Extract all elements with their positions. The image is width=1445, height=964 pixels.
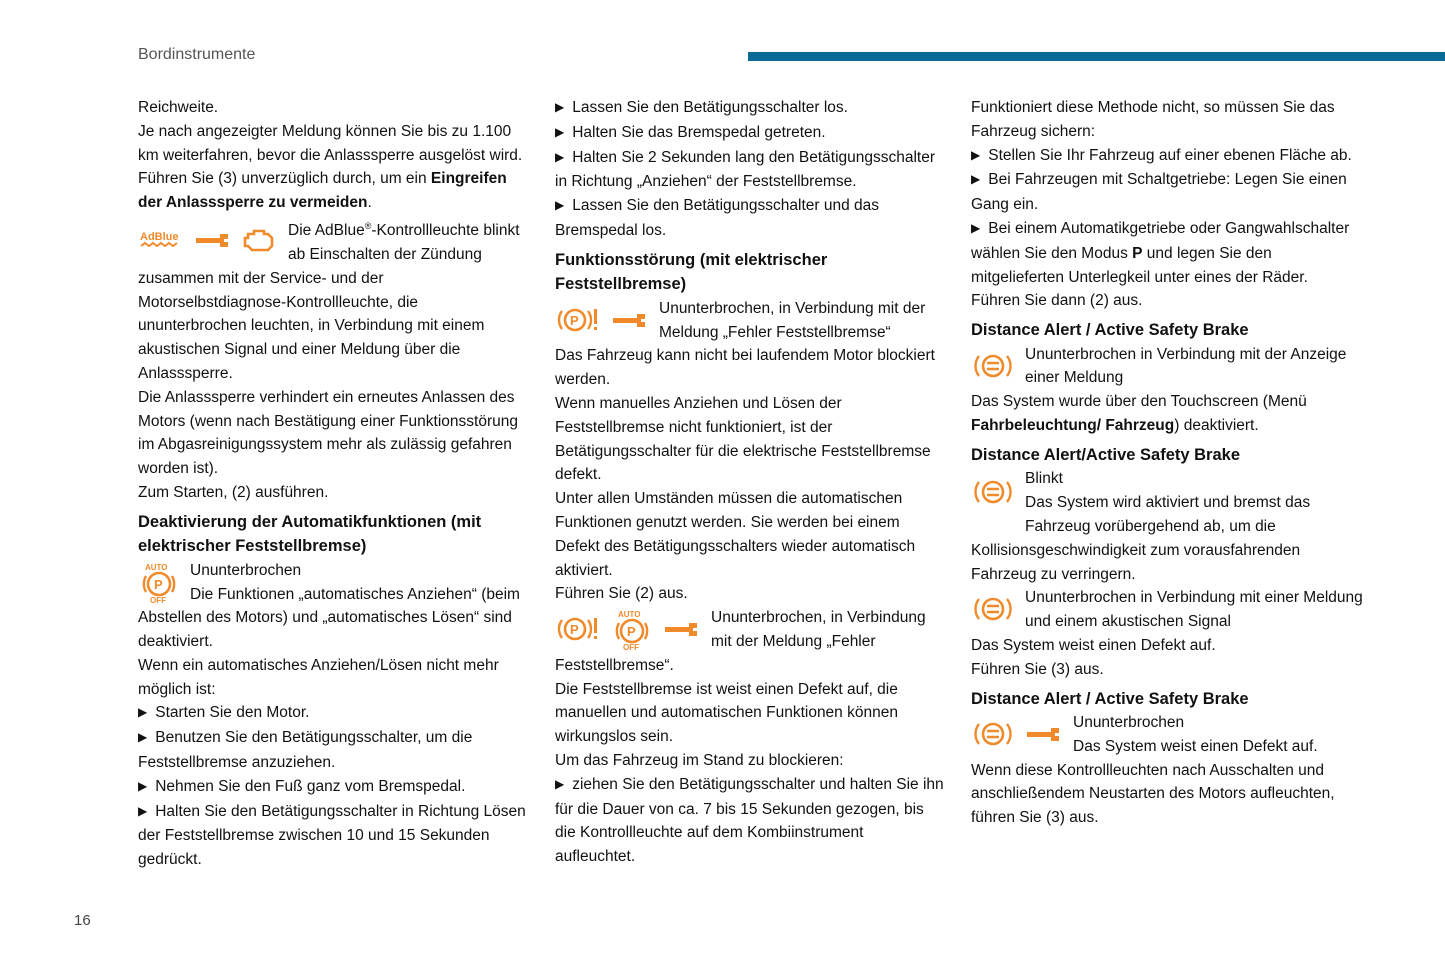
icon-group bbox=[555, 299, 649, 341]
adblue-warning-block bbox=[138, 215, 530, 386]
page-header-title: Bordinstrumente bbox=[138, 46, 256, 63]
paragraph: Wenn manuelles Anziehen und Lösen der Feststellbremse nicht funktioniert, ist der Betätigungsschalter für die elektrische Feststellbremse defekt. bbox=[555, 394, 931, 484]
bullet-item: ▶ Lassen Sie den Betätigungsschalter und das Bremspedal los. bbox=[555, 194, 947, 243]
paragraph: Reichweite. bbox=[138, 99, 219, 116]
text-run: Bei einem Automatikgetriebe oder Gangwahlschalter wählen Sie den Modus bbox=[971, 219, 1350, 262]
engine-check-icon bbox=[242, 226, 278, 254]
text-run: . bbox=[367, 194, 372, 212]
safety-brake-block-4 bbox=[971, 711, 1363, 759]
bold-text: P bbox=[1132, 244, 1143, 262]
active-safety-brake-icon bbox=[971, 592, 1015, 626]
wrench-service-icon bbox=[1025, 724, 1063, 744]
bullet-item: ▶ Nehmen Sie den Fuß ganz vom Bremspedal. bbox=[138, 775, 530, 800]
paragraph: Wenn ein automatisches Anziehen/Lösen nicht mehr möglich ist: bbox=[138, 656, 499, 698]
section-heading: Distance Alert / Active Safety Brake bbox=[971, 321, 1249, 340]
column-right bbox=[971, 96, 1363, 830]
status-description: Ununterbrochen in Verbindung mit der Anzeige einer Meldung bbox=[1025, 345, 1347, 387]
paragraph: Das System weist einen Defekt auf. bbox=[971, 636, 1216, 654]
paragraph: Funktioniert diese Methode nicht, so müssen Sie das Fahrzeug sichern: bbox=[971, 99, 1335, 140]
section-heading: Distance Alert / Active Safety Brake bbox=[971, 689, 1249, 708]
auto-label: AUTO bbox=[618, 610, 641, 620]
bullet-item bbox=[971, 217, 1363, 289]
icon-group bbox=[138, 561, 180, 603]
paragraph: Das Fahrzeug kann nicht bei laufendem Motor blockiert werden. bbox=[555, 347, 935, 389]
section-heading: Deaktivierung der Automatikfunktionen (mit elektrischer Feststellbremse) bbox=[138, 512, 482, 556]
header-accent-bar bbox=[748, 52, 1445, 61]
active-safety-brake-icon bbox=[971, 717, 1015, 751]
paragraph: Führen Sie (2) aus. bbox=[555, 585, 688, 603]
fault-description: Ununterbrochen, in Verbindung mit der Meldung „Fehler Feststellbremse“. bbox=[555, 609, 926, 674]
paragraph: Die Anlasssperre verhindert ein erneutes Anlassen des Motors (wenn nach Bestätigung einer Funktionsstörung im Abgasreinigungssystem mehr als zulässig gefahren worden ist). bbox=[138, 388, 518, 478]
off-label: OFF bbox=[623, 643, 639, 651]
active-safety-brake-icon bbox=[971, 349, 1015, 383]
text-run: Führen Sie (3) unverzüglich durch, um ein bbox=[138, 170, 431, 188]
section-heading: Funktionsstörung (mit elektrischer Feststellbremse) bbox=[555, 250, 828, 294]
safety-brake-block-1 bbox=[971, 343, 1363, 391]
status-description: Ununterbrochen in Verbindung mit einer Meldung und einem akustischen Signal bbox=[1025, 589, 1363, 631]
paragraph: Unter allen Umständen müssen die automatischen Funktionen genutzt werden. Sie werden bei einem Defekt des Betätigungsschalters wieder automatisch aktiviert. bbox=[555, 490, 916, 579]
bullet-item: ▶ ziehen Sie den Betätigungsschalter und halten Sie ihn für die Dauer von ca. 7 bis 15 Sekunden gezogen, bis die Kontrollleuchte auf dem Kombiinstrument aufleuchtet. bbox=[555, 773, 947, 869]
paragraph: Um das Fahrzeug im Stand zu blockieren: bbox=[555, 751, 844, 769]
parking-brake-fault-block bbox=[555, 297, 947, 345]
bullet-item: ▶ Lassen Sie den Betätigungsschalter los. bbox=[555, 96, 947, 121]
auto-off-description: Die Funktionen „automatisches Anziehen“ (beim Abstellen des Motors) und „automatisches Lösen“ sind deaktiviert. bbox=[138, 585, 520, 651]
icon-group bbox=[971, 469, 1015, 515]
paragraph bbox=[971, 390, 1363, 438]
text-run: und legen Sie den mitgelieferten Unterlegkeil unter eines der Räder. bbox=[971, 244, 1308, 286]
text-run: Die AdBlue bbox=[288, 222, 365, 240]
column-left bbox=[138, 96, 530, 872]
bullet-item: ▶ Benutzen Sie den Betätigungsschalter, um die Feststellbremse anzuziehen. bbox=[138, 726, 530, 775]
wrench-service-icon bbox=[194, 230, 232, 250]
safety-brake-block-3 bbox=[971, 586, 1363, 634]
wrench-service-icon bbox=[611, 310, 649, 330]
wrench-service-icon bbox=[663, 619, 701, 639]
fault-description: Ununterbrochen, in Verbindung mit der Meldung „Fehler Feststellbremse“ bbox=[659, 299, 926, 341]
paragraph: Die Feststellbremse ist weist einen Defekt auf, die manuellen und automatischen Funktionen können wirkungslos sein. bbox=[555, 680, 898, 746]
icon-group bbox=[138, 217, 278, 263]
bullet-item: ▶ Halten Sie das Bremspedal getreten. bbox=[555, 121, 947, 146]
status-label: Ununterbrochen bbox=[1073, 714, 1185, 732]
parking-brake-warning-icon bbox=[555, 304, 601, 336]
status-label: Blinkt bbox=[1025, 470, 1063, 488]
svg-text:P: P bbox=[570, 312, 579, 328]
off-label: OFF bbox=[150, 595, 166, 603]
bullet-item: ▶ Halten Sie den Betätigungsschalter in Richtung Lösen der Feststellbremse zwischen 10 und 15 Sekunden gedrückt. bbox=[138, 800, 530, 872]
status-description: Das System weist einen Defekt auf. bbox=[1073, 737, 1318, 755]
active-safety-brake-icon bbox=[971, 475, 1015, 509]
auto-off-parking-brake-icon bbox=[611, 608, 653, 650]
text-run: -Kontrollleuchte blinkt ab Einschalten der Zündung zusammen mit der Service- und der Motorselbstdiagnose-Kontrollleuchte, die ununterbrochen leuchten, in Verbindung mit einem akustischen Signal und einer Meldung über die Anlasssperre. bbox=[138, 222, 520, 382]
bullet-item: ▶ Halten Sie 2 Sekunden lang den Betätigungsschalter in Richtung „Anziehen“ der Feststellbremse. bbox=[555, 146, 947, 195]
bold-text: Fahrbeleuchtung/ Fahrzeug bbox=[971, 417, 1175, 435]
parking-brake-fault-block-2 bbox=[555, 606, 947, 677]
svg-text:P: P bbox=[154, 576, 163, 592]
icon-group bbox=[971, 345, 1015, 387]
paragraph: Je nach angezeigter Meldung können Sie bis zu 1.100 km weiterfahren, bevor die Anlasssperre ausgelöst wird. bbox=[138, 122, 523, 164]
icon-group bbox=[971, 588, 1015, 630]
adblue-icon bbox=[138, 227, 184, 253]
section-heading: Distance Alert/Active Safety Brake bbox=[971, 445, 1241, 464]
page-number: 16 bbox=[74, 912, 91, 929]
text-run: Das System wurde über den Touchscreen (Menü bbox=[971, 393, 1307, 411]
bullet-item: ▶ Bei Fahrzeugen mit Schaltgetriebe: Legen Sie einen Gang ein. bbox=[971, 168, 1363, 217]
column-middle bbox=[555, 96, 947, 869]
svg-text:P: P bbox=[627, 624, 636, 640]
paragraph: Zum Starten, (2) ausführen. bbox=[138, 483, 329, 501]
svg-text:P: P bbox=[570, 622, 579, 638]
auto-off-status: Ununterbrochen bbox=[190, 561, 302, 579]
paragraph: Führen Sie (3) aus. bbox=[971, 660, 1104, 678]
safety-brake-block-2 bbox=[971, 467, 1363, 586]
icon-group bbox=[971, 713, 1063, 755]
text-run: ) deaktiviert. bbox=[1174, 417, 1259, 435]
status-description: Das System wird aktiviert und bremst das Fahrzeug vorübergehend ab, um die Kollisionsgeschwindigkeit zum vorausfahrenden Fahrzeug zu verringern. bbox=[971, 494, 1311, 583]
auto-off-parking-brake-icon bbox=[138, 561, 180, 603]
bold-text: Eingreifen der Anlasssperre zu vermeiden bbox=[138, 170, 507, 212]
registered-mark: ® bbox=[364, 220, 372, 231]
paragraph: Wenn diese Kontrollleuchten nach Ausschalten und anschließendem Neustarten des Motors aufleuchten, führen Sie (3) aus. bbox=[971, 761, 1335, 827]
auto-label: AUTO bbox=[145, 562, 168, 572]
paragraph bbox=[138, 167, 530, 215]
bullet-item: ▶ Stellen Sie Ihr Fahrzeug auf einer ebenen Fläche ab. bbox=[971, 144, 1363, 169]
icon-group bbox=[555, 608, 701, 650]
auto-off-block bbox=[138, 559, 530, 654]
adblue-icon-label: AdBlue bbox=[140, 230, 179, 243]
bullet-item: ▶ Starten Sie den Motor. bbox=[138, 701, 530, 726]
paragraph: Führen Sie dann (2) aus. bbox=[971, 292, 1143, 310]
parking-brake-warning-icon bbox=[555, 613, 601, 645]
